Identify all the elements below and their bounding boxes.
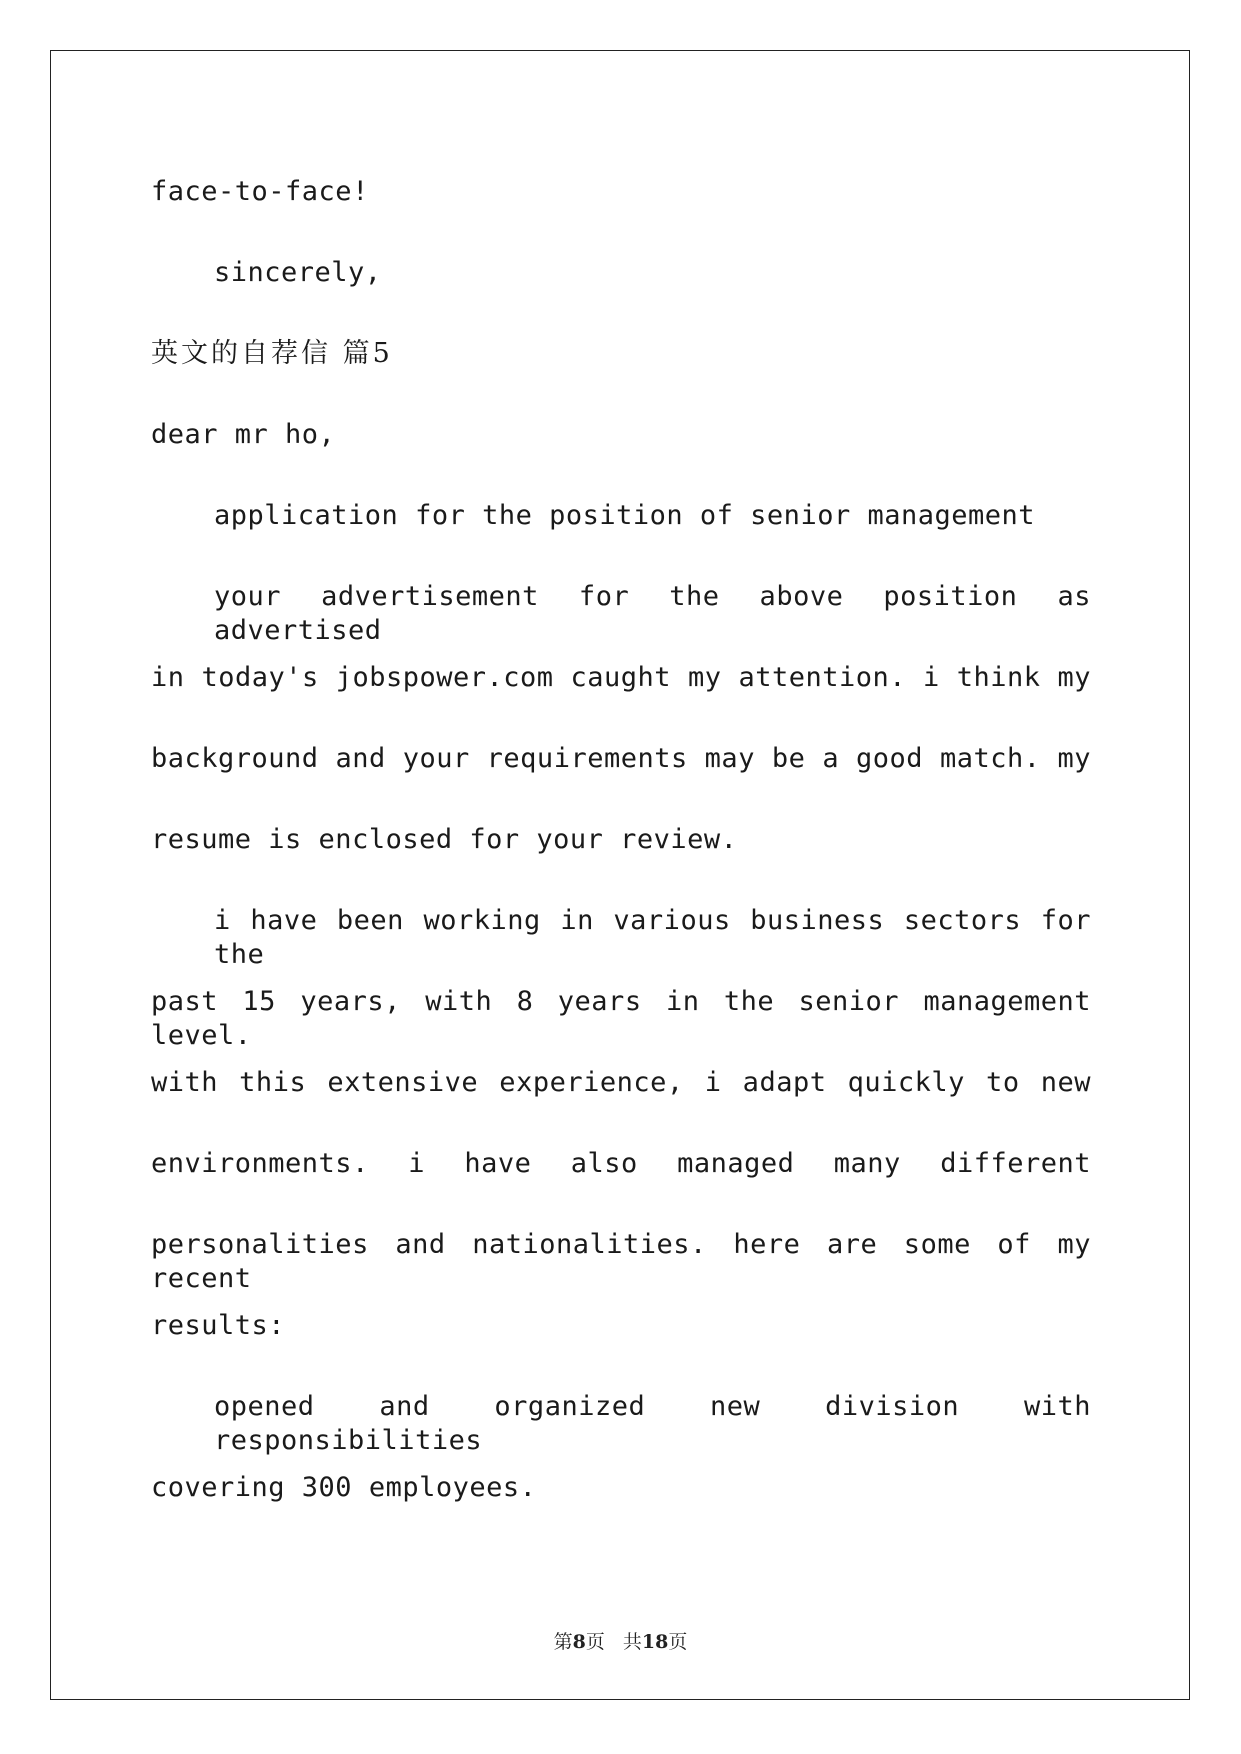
paragraph-line: with this extensive experience, i adapt quickly to new [151, 1067, 1091, 1098]
paragraph-line: your advertisement for the above position as advertised [214, 581, 1091, 646]
paragraph-line: in today's jobspower.com caught my attention. i think my [151, 662, 1091, 693]
page-footer [0, 1630, 1241, 1654]
closing-line: sincerely, [214, 257, 382, 288]
section-heading: 英文的自荐信 篇5 [151, 338, 393, 369]
paragraph-line: environments. i have also managed many different [151, 1148, 1091, 1179]
salutation-line: dear mr ho, [151, 419, 336, 450]
footer-page-suffix: 页 [585, 1631, 605, 1653]
total-pages: 18 [641, 1631, 669, 1653]
paragraph-line: background and your requirements may be a good match. my [151, 743, 1091, 774]
footer-prefix: 第 [553, 1631, 573, 1653]
page-number: 8 [572, 1631, 586, 1653]
paragraph-line: covering 300 employees. [151, 1472, 537, 1503]
paragraph-line: past 15 years, with 8 years in the senior management level. [151, 986, 1091, 1051]
paragraph-line: i have been working in various business sectors for the [214, 905, 1091, 970]
subject-line: application for the position of senior management [214, 500, 1036, 531]
footer-total-suffix: 页 [668, 1631, 688, 1653]
paragraph-line: opened and organized new division with responsibilities [214, 1391, 1091, 1456]
paragraph-line: personalities and nationalities. here are some of my recent [151, 1229, 1091, 1294]
paragraph-line: results: [151, 1310, 286, 1341]
text-line: face-to-face! [151, 176, 369, 207]
paragraph-line: resume is enclosed for your review. [151, 824, 738, 855]
footer-total-prefix: 共 [622, 1631, 642, 1653]
